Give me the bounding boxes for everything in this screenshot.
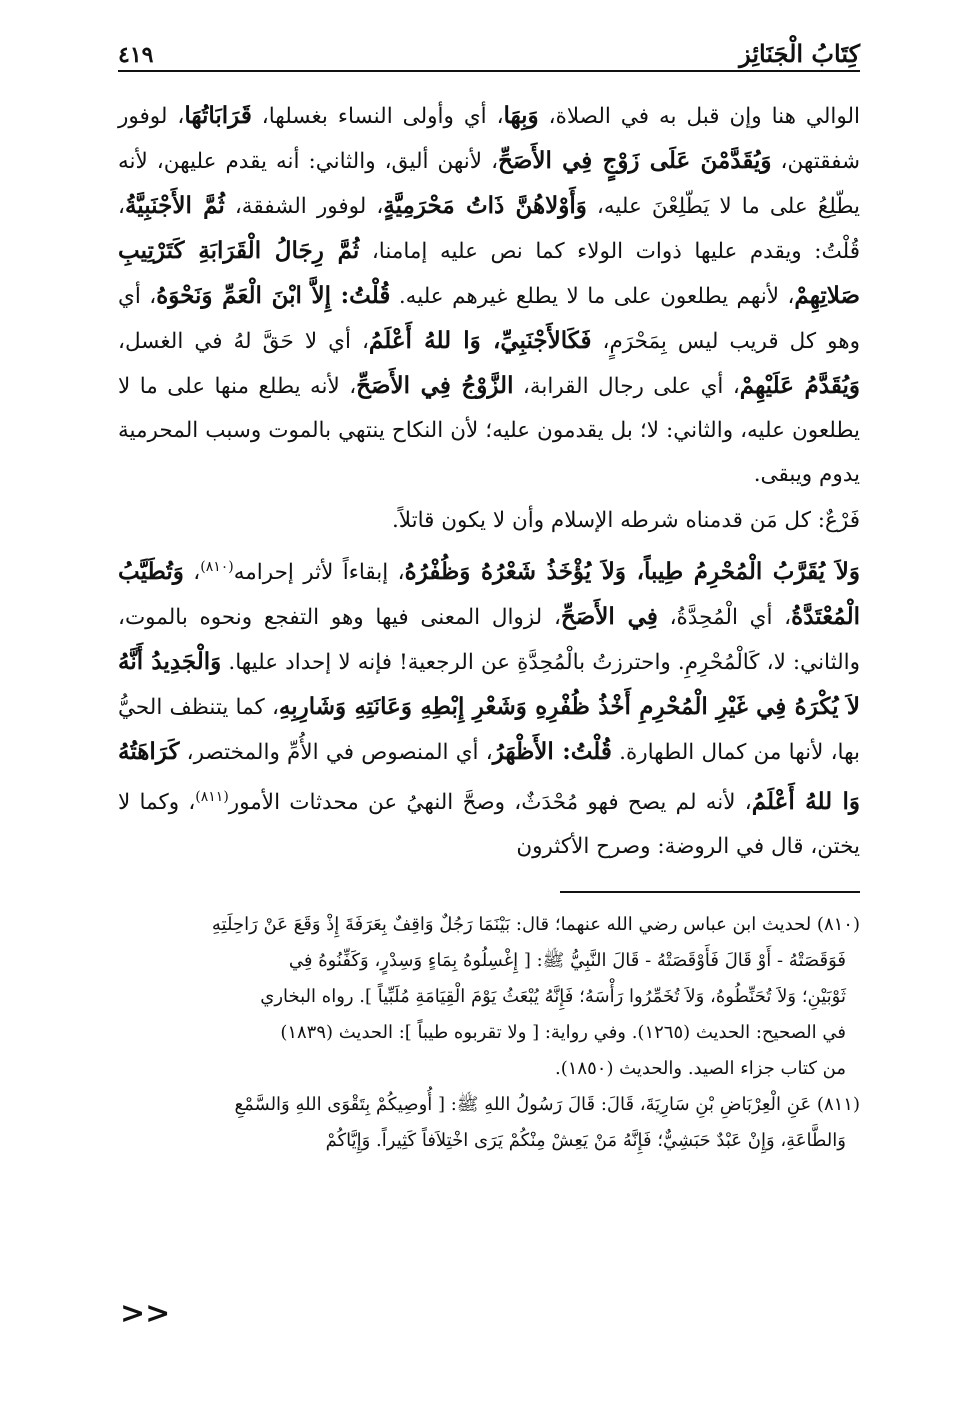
sharh-text: ، أي على رجال القرابة، [513,374,740,399]
paragraph [118,94,860,497]
sharh-text: الوالي هنا وإن قبل به في الصلاة، [538,104,860,129]
matn-text: وَتُطَيَّبُ الْمُعْتَدَّةُ [118,558,860,631]
matn-text: ثُمَّ رِجَالُ الْقَرَابَةِ كَتَرْتِيبِ صَلاتِهِمْ [118,237,860,309]
matn-text: قُلْتُ: إِلاَّ ابْنَ الْعَمِّ وَنَحْوَهُ [156,282,391,309]
continuation-mark: << [120,1296,171,1331]
sharh-text: ، لأنه لم يصح فهو مُحْدَثٌ، وصحَّ النهيُ عن محدثات الأمور [228,790,752,816]
sharh-text: ، إبقاءاً لأثر إحرامه [233,560,405,586]
footnotes [118,907,860,1159]
page-header [118,30,860,72]
footnote-line: (٨١٠) لحديث ابن عباس رضي الله عنهما؛ قال: بَيْنَمَا رَجُلٌ وَاقِفٌ بِعَرَفَةَ إِذْ وَقَعَ عَنْ رَاحِلَتِهِ [211,914,860,936]
sharh-text: ، أي الْمُحِدَّةُ، [657,605,792,631]
sharh-text: ، لوفور الشفقة، [224,194,384,219]
matn-text: ثُمَّ الأَجْنَبِيَّةُ [124,192,225,219]
footnote-line: في الصحيح: الحديث (١٢٦٥). وفي رواية: [ ولا تقربوه طيباً ]: الحديث (١٨٣٩) [280,1022,846,1044]
matn-text: الزَّوْجُ فِي الأَصَحِّ [356,372,514,399]
matn-text: وَأَوْلاهُنَّ ذَاتُ مَحْرَمِيَّةٍ [383,192,587,219]
matn-text: وَبِهَا [503,102,539,129]
footnote-line: (٨١١) عَنِ الْعِرْبَاضِ بْنِ سَارِيَةَ، قَالَ: قَالَ رَسُولُ اللهِ ﷺ: [ أُوصِيكُمْ بِتَقْوَى اللهِ وَالسَّمْعِ [234,1094,860,1116]
matn-text: وَيُقَدَّمُ عَلَيْهِمْ [739,372,861,399]
sharh-text: فَرْعٌ: كل مَن قدمناه شرطه الإسلام وأن لا يكون قاتلاً. [391,508,860,533]
matn-text: وَلاَ يُقَرَّبُ الْمُحْرِمُ طِيباً، وَلاَ يُؤْخَذُ شَعْرُهُ وَظُفْرُهُ [404,558,860,586]
paragraph [118,545,860,869]
sharh-text: ، لأنه يطلع منها على ما لا يطلعون عليه، والثاني: لا؛ بل يقدمون عليه؛ لأن النكاح ينتهي بالموت وسبب المحرمية يدوم ويبقى. [118,374,860,487]
footnote-line: من كتاب جزاء الصيد. والحديث (١٨٥٠). [555,1058,846,1080]
sharh-text: ، أي لا حَقَّ لهُ في الغسل، [118,329,369,354]
page-number: ٤١٩ [118,42,154,68]
main-text [118,94,860,869]
sharh-text: ، قُلْتُ: ويقدم عليها ذوات الولاء كما نص عليه إمامنا، [118,194,860,264]
matn-text: وَيُقَدَّمْنَ عَلَى زَوْجٍ فِي الأَصَحِّ [498,147,772,174]
footnote-line: فَوَقَصَتْهُ - أَوْ قَالَ فَأَوْقَصَتْهُ - قَالَ النَّبِيُّ ﷺ: [ إِغْسِلُوهُ بِمَاءٍ وَسِدْرٍ، وَكَفِّنُوهُ فِي [288,950,846,972]
footnote-divider [560,891,860,893]
matn-text: فِي الأَصَحِّ [560,603,658,631]
footnote-line: وَالطَّاعَةِ، وَإِنْ عَبْدٌ حَبَشِيٌّ؛ فَإِنَّهُ مَنْ يَعِشْ مِنْكُمْ يَرَى اخْتِلاَفاً كَثِيراً. وَإِيَّاكُمْ [325,1130,846,1152]
sharh-text: ، لأنهن أليق، والثاني: أنه يقدم عليهن، لأنه يطّلِعُ على ما لا يَطّلِعْنَ عليه، [118,149,860,219]
footnote-line: ثَوْبَيْنِ؛ وَلاَ تُحَنِّطُوهُ، وَلاَ تُخَمِّرُوا رَأْسَهُ؛ فَإِنَّهُ يُبْعَثُ يَوْمَ الْقِيَامَةِ مُلَبِّياً ]. رواه البخاري [260,986,846,1008]
sharh-text: ، أي وهو كل قريب ليس بِمَحْرَمٍ، [118,284,861,354]
sharh-text: ، وكما لا يختن، قال في الروضة: وصرح الأكثرون [118,790,860,860]
footnote-ref[interactable]: (٨١١) [195,789,229,806]
matn-text: كَرَاهَتُهُ وَا للهُ أَعْلَمُ [118,738,861,816]
sharh-text: ، [183,560,201,586]
matn-text: قَرَابَاتُهَا [184,102,252,129]
chapter-title: كِتَابُ الْجَنَائِز [739,39,860,68]
sharh-text: ، لأنهم يطلعون على ما لا يطلع غيرهم عليه. [390,284,795,309]
matn-text: فَكَالأَجْنَبِيِّ، وَا للهُ أَعْلَمُ [368,327,592,354]
matn-text: قُلْتُ: الأَظْهَرُ [492,738,612,766]
sharh-text: ، كما يتنظف الحيُّ بها، لأنها من كمال الطهارة. [118,695,860,766]
matn-text: وَالْجَدِيدُ أَنَّهُ لاَ يُكْرَهُ فِي غَيْرِ الْمُحْرِمِ أَخْذُ ظُفْرِهِ وَشَعْرِ إِبْطِهِ وَعَانَتِهِ وَشَارِبِهِ [118,648,860,721]
footnote-ref[interactable]: (٨١٠) [200,559,234,575]
sharh-text: ، لزوال المعنى فيها وهو التفجع ونحوه بالموت، والثاني: لا، كَالْمُحْرِمِ. واحترزتُ بالْمُحِدَّةِ عن الرجعية! فإنه لا إحداد عليها. [118,605,861,676]
sharh-text: ، أي المنصوص في الأُمِّ والمختصر، [179,740,493,766]
sharh-text: ، أي وأولى النساء بغسلها، [251,104,504,129]
sharh-text: ، لوفور شفقتهن، [118,104,860,174]
paragraph [118,499,860,543]
